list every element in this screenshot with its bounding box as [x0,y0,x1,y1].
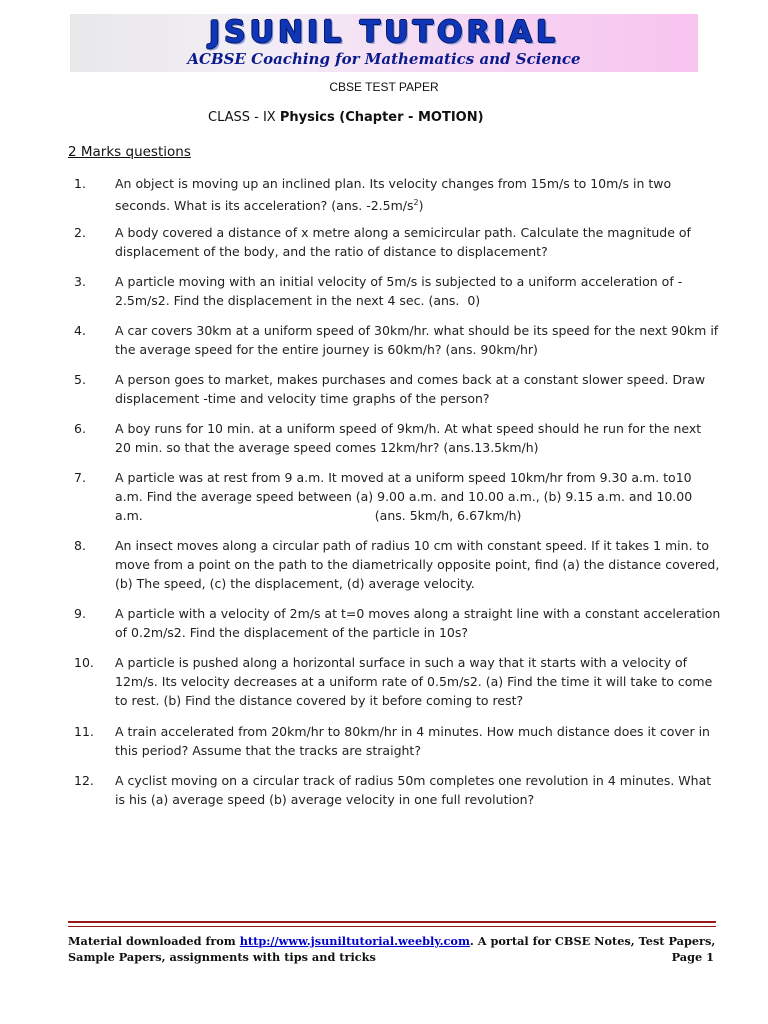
answer: (ans.13.5km/h) [443,440,539,455]
question-text: A car covers 30km at a uniform speed of 30km/hr. what should be its speed for the next 90km if the average speed for the entire journey is 60km/h? (ans. 90km/hr) [115,323,719,357]
question-number: 2. [74,225,86,240]
question-number: 3. [74,274,86,289]
footer-line-1: Material downloaded from http://www.jsuniltutorial.weebly.com. A portal for CBSE Notes, Test Papers, [68,934,716,948]
subject-label: Physics (Chapter - MOTION) [279,110,484,125]
question-number: 11. [74,724,94,739]
question-text: A cyclist moving on a circular track of radius 50m completes one revolution in 4 minutes. What is his (a) average speed (b) average velocity in one full revolution? [115,773,712,807]
question-number: 1. [74,176,86,191]
footer-link[interactable]: http://www.jsuniltutorial.weebly.com [239,934,470,948]
question-number: 5. [74,372,86,387]
question-number: 6. [74,421,86,436]
page-footer [68,933,716,965]
section-heading: 2 Marks questions [68,144,191,160]
answer: (ans. 5km/h, 6.67km/h) [374,508,522,523]
footer-line-2: Sample Papers, assignments with tips and tricks [68,950,376,964]
question-number: 12. [74,773,94,788]
question-text: A particle with a velocity of 2m/s at t=0 moves along a straight line with a constant acceleration of 0.2m/s2. Find the displacement of the particle in 10s? [115,606,721,640]
question-text: A train accelerated from 20km/hr to 80km/hr in 4 minutes. How much distance does it cover in this period? Assume that the tracks are straight? [115,724,710,758]
question-text: A body covered a distance of x metre along a semicircular path. Calculate the magnitude of displacement of the body, and the ratio of distance to displacement? [115,225,691,259]
class-label: CLASS - IX [208,110,280,125]
question-text: A particle moving with an initial velocity of 5m/s is subjected to a uniform acceleration of - 2.5m/s2. Find the displacement in the next 4 sec. (ans. 0) [115,274,683,308]
answer: (ans. -2.5m/s [331,198,414,214]
answer: (ans. 0) [428,293,481,308]
question-number: 4. [74,323,86,338]
paper-title: CBSE TEST PAPER [329,80,439,94]
question-text: A person goes to market, makes purchases and comes back at a constant slower speed. Draw displacement -time and velocity time graphs of the person? [115,372,706,406]
banner-title: JSUNIL TUTORIAL [208,15,560,50]
banner-subtitle: ACBSE Coaching for Mathematics and Science [187,50,581,68]
page-number: Page 1 [671,950,714,964]
question-text: A particle was at rest from 9 a.m. It moved at a uniform speed 10km/hr from 9.30 a.m. to10 a.m. Find the average speed between (a) 9.00 a.m. and 10.00 a.m., (b) 9.15 a.m. and 10.00 a.m. (ans. 5km/h, 6.67km/h) [115,470,693,523]
question-text: A particle is pushed along a horizontal surface in such a way that it starts with a velocity of 12m/s. Its velocity decreases at a uniform rate of 0.5m/s2. (a) Find the time it will take to come to rest. (b) Find the distance covered by it before coming to rest? [115,655,713,708]
question-text: An object is moving up an inclined plan. Its velocity changes from 15m/s to 10m/s in two seconds. What is its acceleration? (ans. $-2.5m/s^2$) [115,176,672,214]
question-text: A boy runs for 10 min. at a uniform speed of 9km/h. At what speed should he run for the next 20 min. so that the average speed comes 12km/hr? (ans.13.5km/h) [115,421,702,455]
footer-divider [68,921,716,923]
question-number: 8. [74,538,86,553]
question-number: 7. [74,470,86,485]
footer-divider-thin [68,926,716,927]
answer: (ans. 90km/hr) [445,342,538,357]
question-number: 9. [74,606,86,621]
question-number: 10. [74,655,94,670]
question-text: An insect moves along a circular path of radius 10 cm with constant speed. If it takes 1 min. to move from a point on the path to the diametrically opposite point, find (a) the distance covered, (b) The speed, (c) the displacement, (d) average velocity. [115,538,720,591]
